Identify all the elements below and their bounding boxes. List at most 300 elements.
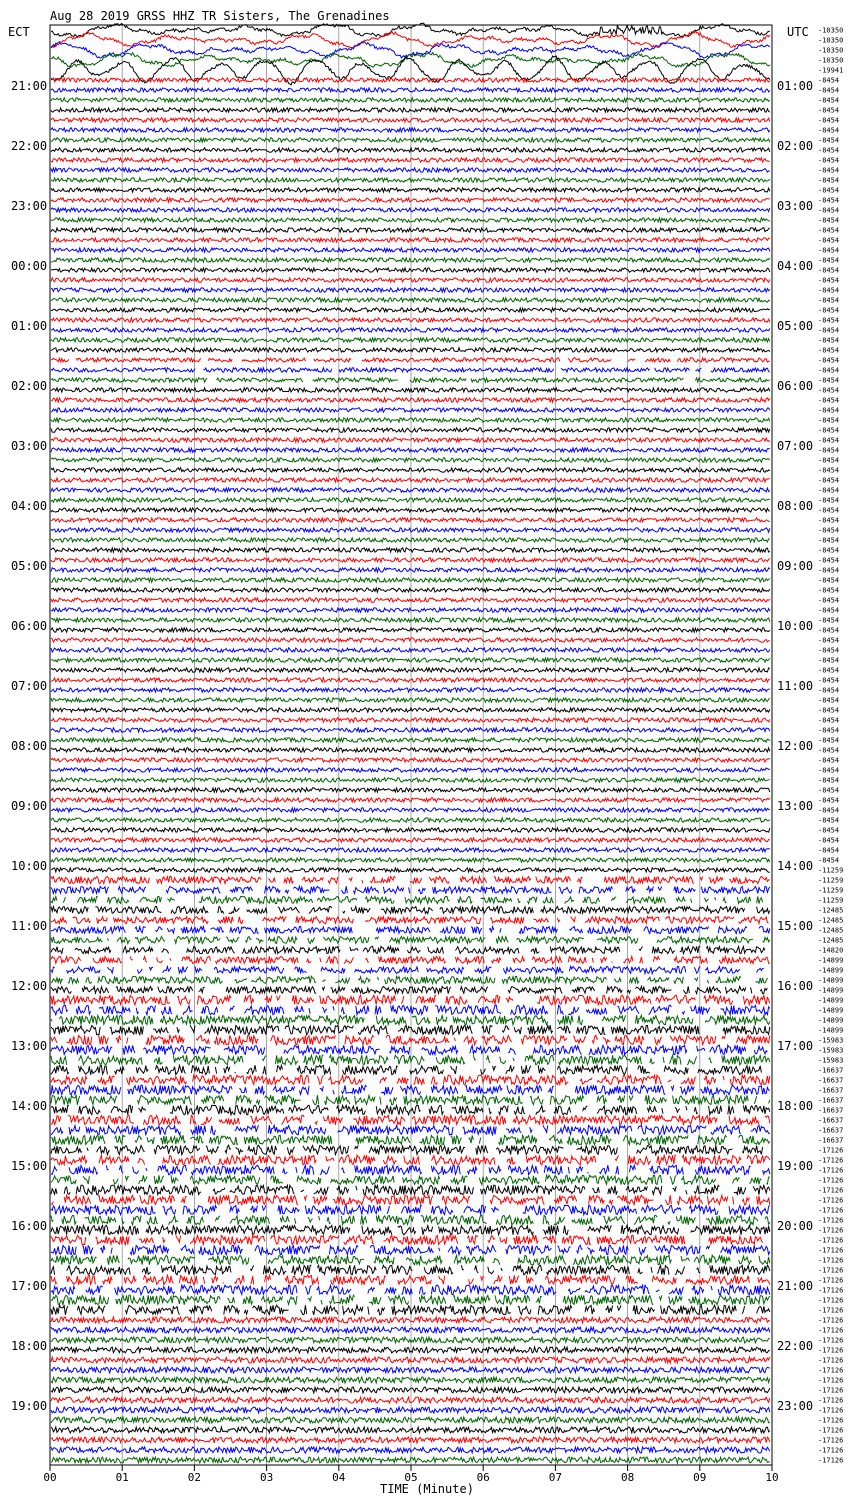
right-hour-label: 01:00 [777,79,814,93]
trace-offset-label: -8454 [818,226,840,235]
trace-76 [51,778,770,782]
trace-offset-label: -17126 [818,1446,844,1455]
trace-127 [51,1285,770,1295]
trace-105 [51,1065,770,1075]
trace-87 [51,886,770,893]
right-timezone-label: UTC [787,25,809,39]
trace-offset-label: -14899 [818,1026,844,1035]
trace-141 [51,1427,770,1433]
trace-20 [51,218,770,222]
trace-offset-label: -8454 [818,756,840,765]
left-hour-label: 19:00 [11,1399,48,1413]
trace-24 [51,258,770,262]
trace-offset-label: -17126 [818,1166,844,1175]
trace-offset-label: -8454 [818,76,840,85]
x-tick-label-09: 09 [693,1471,707,1484]
trace-offset-label: -8454 [818,96,840,105]
trace-offset-label: -17126 [818,1156,844,1165]
trace-93 [51,946,765,953]
trace-offset-label: -8454 [818,366,840,375]
trace-offset-label: -14899 [818,996,844,1005]
trace-95 [51,966,764,973]
trace-offset-label: -8454 [818,716,840,725]
trace-56 [51,578,770,582]
trace-offset-label: -12485 [818,906,844,915]
x-axis-label: TIME (Minute) [380,1482,474,1496]
trace-offset-label: -16637 [818,1116,844,1125]
trace-offset-label: -14820 [818,946,844,955]
right-hour-label: 18:00 [777,1099,814,1113]
trace-119 [51,1205,770,1215]
trace-36 [51,378,770,382]
trace-62 [51,638,770,642]
trace-offset-label: -8454 [818,236,840,245]
trace-offset-label: -8454 [818,456,840,465]
trace-120 [51,1215,770,1225]
trace-offset-label: -8454 [818,406,840,415]
right-hour-label: 03:00 [777,199,814,213]
left-hour-label: 12:00 [11,979,48,993]
right-hour-label: 15:00 [777,919,814,933]
trace-offset-label: -8454 [818,536,840,545]
trace-offset-label: -14899 [818,956,844,965]
trace-offset-label: -14899 [818,1016,844,1025]
trace-9 [51,108,770,112]
trace-offset-label: -17126 [818,1346,844,1355]
trace-offset-label: -8454 [818,106,840,115]
trace-80 [51,818,770,822]
trace-11 [51,128,770,132]
trace-107 [51,1085,770,1095]
right-hour-label: 23:00 [777,1399,814,1413]
x-axis-ticks [43,1465,778,1484]
trace-offset-label: -8454 [818,546,840,555]
trace-64 [51,658,770,662]
trace-25 [51,268,770,272]
trace-offset-label: -8454 [818,496,840,505]
trace-offset-label: -17126 [818,1376,844,1385]
trace-35 [51,368,770,372]
trace-88 [51,896,763,903]
trace-offset-label: -16637 [818,1126,844,1135]
trace-78 [51,798,770,802]
trace-offset-label: -8454 [818,806,840,815]
trace-offset-label: -16637 [818,1096,844,1105]
trace-offset-label: -8454 [818,686,840,695]
trace-offset-label: -17126 [818,1146,844,1155]
trace-offset-label: -12485 [818,916,844,925]
trace-offset-label: -17126 [818,1356,844,1365]
trace-offset-label: -8454 [818,146,840,155]
trace-61 [51,628,770,632]
trace-99 [51,1005,770,1015]
trace-102 [51,1035,770,1045]
trace-67 [51,688,770,692]
trace-offset-label: -8454 [818,296,840,305]
trace-33 [51,348,770,352]
trace-offset-label: -14899 [818,1006,844,1015]
trace-offset-label: -17126 [818,1406,844,1415]
trace-offset-label: -8454 [818,846,840,855]
trace-6 [51,78,770,82]
x-tick-label-00: 00 [43,1471,57,1484]
left-hour-label: 10:00 [11,859,48,873]
trace-69 [51,708,770,712]
trace-offset-label: -17126 [818,1186,844,1195]
trace-130 [51,1317,770,1323]
trace-82 [51,838,770,842]
left-hour-label: 13:00 [11,1039,48,1053]
trace-125 [51,1265,770,1275]
trace-73 [51,748,770,752]
trace-79 [51,808,770,812]
trace-offset-label: -8454 [818,306,840,315]
trace-123 [51,1245,770,1255]
trace-offset-label: -8454 [818,776,840,785]
trace-offset-label: -17126 [818,1236,844,1245]
trace-offset-label: -8454 [818,386,840,395]
trace-140 [51,1417,770,1423]
trace-offset-label: -8454 [818,516,840,525]
right-hour-label: 13:00 [777,799,814,813]
trace-offset-label: -10350 [818,36,844,45]
trace-offset-label: -8454 [818,436,840,445]
trace-offset-label: -15983 [818,1046,844,1055]
trace-94 [51,956,770,963]
trace-51 [51,528,770,532]
trace-139 [51,1407,770,1413]
trace-offset-label: -8454 [818,256,840,265]
trace-13 [51,148,770,152]
trace-114 [51,1155,770,1165]
trace-offset-label: -11259 [818,866,844,875]
trace-offset-label: -17126 [818,1416,844,1425]
trace-offset-label: -10350 [818,46,844,55]
right-hour-label: 04:00 [777,259,814,273]
left-hour-label: 08:00 [11,739,48,753]
trace-offset-label: -17126 [818,1316,844,1325]
trace-48 [51,498,770,502]
trace-offset-label: -8454 [818,346,840,355]
right-hour-label: 16:00 [777,979,814,993]
trace-offset-label: -17126 [818,1176,844,1185]
trace-57 [51,588,770,592]
trace-offset-label: -8454 [818,186,840,195]
trace-77 [51,788,770,792]
left-hour-label: 15:00 [11,1159,48,1173]
trace-offset-label: -8454 [818,136,840,145]
trace-63 [51,648,770,652]
trace-117 [51,1185,770,1195]
trace-offset-label: -12485 [818,936,844,945]
right-hour-label: 07:00 [777,439,814,453]
trace-144 [51,1457,770,1463]
trace-offset-label: -14899 [818,976,844,985]
trace-offset-label: -8454 [818,666,840,675]
x-tick-label-02: 02 [187,1471,202,1484]
trace-40 [51,418,770,422]
right-hour-label: 19:00 [777,1159,814,1173]
trace-26 [51,278,770,282]
trace-offset-label: -8454 [818,316,840,325]
right-hour-label: 22:00 [777,1339,814,1353]
trace-134 [51,1357,770,1363]
trace-132 [51,1337,770,1343]
trace-offset-label: -8454 [818,646,840,655]
trace-49 [51,508,770,512]
trace-offset-label: -8454 [818,566,840,575]
trace-85 [51,868,770,872]
trace-offset-label: -17126 [818,1246,844,1255]
trace-offset-label: -8454 [818,266,840,275]
trace-65 [51,668,770,672]
trace-97 [51,986,767,993]
x-tick-label-08: 08 [620,1471,635,1484]
trace-138 [51,1397,770,1403]
trace-offset-label: -17126 [818,1436,844,1445]
trace-31 [51,328,770,332]
trace-53 [51,548,770,552]
trace-23 [51,248,770,252]
trace-offset-label: -8454 [818,676,840,685]
trace-offset-label: -8454 [818,276,840,285]
left-hour-label: 04:00 [11,499,48,513]
trace-18 [51,198,770,202]
trace-offset-label: -17126 [818,1266,844,1275]
left-hour-label: 21:00 [11,79,48,93]
trace-offset-label: -17126 [818,1396,844,1405]
trace-offset-label: -8454 [818,816,840,825]
seismic-traces [51,23,770,1463]
trace-12 [51,138,770,142]
trace-offset-label: -16637 [818,1086,844,1095]
trace-offset-label: -8454 [818,706,840,715]
x-tick-label-05: 05 [404,1471,418,1484]
trace-offset-label: -8454 [818,736,840,745]
trace-offset-label: -10350 [818,26,844,35]
trace-115 [51,1165,770,1175]
trace-104 [51,1055,770,1065]
trace-122 [51,1235,763,1245]
right-hour-label: 20:00 [777,1219,814,1233]
trace-offset-label: -11259 [818,896,844,905]
trace-offset-label: -14899 [818,986,844,995]
trace-offset-label: -14899 [818,966,844,975]
trace-21 [51,228,770,232]
trace-143 [51,1447,770,1453]
trace-111 [51,1125,770,1135]
trace-offset-label: -8454 [818,376,840,385]
trace-124 [51,1255,770,1265]
trace-136 [51,1377,770,1383]
trace-137 [51,1387,770,1393]
trace-45 [51,468,770,472]
trace-110 [51,1115,770,1125]
trace-90 [51,916,769,923]
trace-38 [51,398,770,402]
trace-41 [51,428,770,432]
trace-offset-label: -8454 [818,606,840,615]
right-hour-label: 10:00 [777,619,814,633]
trace-offset-label: -8454 [818,416,840,425]
trace-offset-labels [818,27,843,1465]
trace-offset-label: -17126 [818,1196,844,1205]
trace-133 [51,1347,770,1353]
trace-offset-label: -17126 [818,1426,844,1435]
trace-101 [51,1025,770,1035]
trace-17 [51,188,770,192]
trace-offset-label: -16637 [818,1066,844,1075]
trace-offset-label: -8454 [818,526,840,535]
trace-offset-label: -8454 [818,766,840,775]
trace-10 [51,118,770,122]
right-hour-label: 09:00 [777,559,814,573]
trace-98 [51,995,770,1005]
x-tick-label-07: 07 [548,1471,563,1484]
trace-68 [51,698,770,702]
trace-106 [51,1075,770,1085]
trace-29 [51,308,770,312]
trace-81 [51,828,770,832]
trace-103 [51,1045,767,1055]
trace-offset-label: -17126 [818,1296,844,1305]
trace-offset-label: -8454 [818,126,840,135]
trace-offset-label: -17126 [818,1306,844,1315]
trace-28 [51,298,770,302]
left-hour-label: 00:00 [11,259,48,273]
left-hour-label: 14:00 [11,1099,48,1113]
trace-offset-label: -8454 [818,556,840,565]
trace-32 [51,338,770,342]
trace-14 [51,158,770,162]
trace-offset-label: -8454 [818,166,840,175]
trace-27 [51,288,770,292]
trace-4 [51,53,770,68]
x-tick-label-10: 10 [765,1471,779,1484]
trace-offset-label: -8454 [818,446,840,455]
trace-offset-label: -8454 [818,216,840,225]
right-hour-label: 06:00 [777,379,814,393]
trace-142 [51,1437,770,1443]
trace-19 [51,208,770,212]
trace-offset-label: -8454 [818,246,840,255]
trace-58 [51,598,770,602]
trace-135 [51,1367,770,1373]
left-hour-label: 23:00 [11,199,48,213]
trace-offset-label: -8454 [818,696,840,705]
trace-34 [51,358,770,362]
trace-100 [51,1015,770,1025]
trace-offset-label: -8454 [818,746,840,755]
right-hour-label: 11:00 [777,679,814,693]
trace-84 [51,858,770,862]
trace-offset-label: -8454 [818,426,840,435]
trace-128 [51,1295,770,1305]
trace-offset-label: -11259 [818,876,844,885]
trace-offset-label: -8454 [818,506,840,515]
left-hour-label: 11:00 [11,919,48,933]
trace-59 [51,608,770,612]
trace-66 [51,678,770,682]
trace-offset-label: -8454 [818,336,840,345]
trace-55 [51,568,770,572]
trace-offset-label: -17126 [818,1216,844,1225]
trace-131 [51,1327,770,1333]
trace-offset-label: -8454 [818,626,840,635]
trace-offset-label: -8454 [818,726,840,735]
trace-offset-label: -17126 [818,1276,844,1285]
trace-16 [51,178,770,182]
trace-71 [51,728,770,732]
trace-112 [51,1135,770,1145]
left-hour-label: 05:00 [11,559,48,573]
trace-83 [51,848,770,852]
trace-offset-label: -16637 [818,1106,844,1115]
trace-30 [51,318,770,322]
left-hour-label: 02:00 [11,379,48,393]
trace-offset-label: -8454 [818,286,840,295]
trace-offset-label: -10350 [818,56,844,65]
trace-43 [51,448,770,452]
trace-offset-label: -16637 [818,1076,844,1085]
trace-offset-label: -8454 [818,156,840,165]
trace-72 [51,738,770,742]
left-hour-label: 09:00 [11,799,48,813]
trace-47 [51,488,770,492]
trace-offset-label: -15983 [818,1056,844,1065]
right-hour-label: 12:00 [777,739,814,753]
right-hour-label: 05:00 [777,319,814,333]
trace-37 [51,388,770,392]
trace-offset-label: -8454 [818,206,840,215]
trace-44 [51,458,770,462]
trace-offset-label: -8454 [818,466,840,475]
trace-offset-label: -17126 [818,1366,844,1375]
trace-offset-label: -12485 [818,926,844,935]
trace-offset-label: -8454 [818,576,840,585]
trace-22 [51,238,770,242]
trace-offset-label: -8454 [818,586,840,595]
trace-121 [51,1225,770,1235]
trace-50 [51,518,770,522]
trace-92 [51,937,770,944]
trace-offset-label: -15983 [818,1036,844,1045]
trace-offset-label: -8454 [818,356,840,365]
left-hour-label: 16:00 [11,1219,48,1233]
trace-offset-label: -8454 [818,396,840,405]
trace-86 [51,876,770,883]
trace-15 [51,168,770,172]
trace-offset-label: -17126 [818,1286,844,1295]
x-tick-label-04: 04 [332,1471,346,1484]
trace-offset-label: -17126 [818,1206,844,1215]
right-hour-label: 21:00 [777,1279,814,1293]
trace-offset-label: -17126 [818,1326,844,1335]
right-hour-label: 02:00 [777,139,814,153]
trace-96 [51,976,767,983]
left-timezone-label: ECT [8,25,30,39]
trace-offset-label: -17126 [818,1256,844,1265]
trace-8 [51,98,770,102]
trace-offset-label: -8454 [818,636,840,645]
trace-113 [51,1145,763,1155]
chart-title: Aug 28 2019 GRSS HHZ TR Sisters, The Grenadines [50,9,390,23]
trace-offset-label: -8454 [818,176,840,185]
trace-offset-label: -16637 [818,1136,844,1145]
trace-offset-label: -8454 [818,616,840,625]
trace-offset-label: -8454 [818,196,840,205]
trace-offset-label: -8454 [818,486,840,495]
